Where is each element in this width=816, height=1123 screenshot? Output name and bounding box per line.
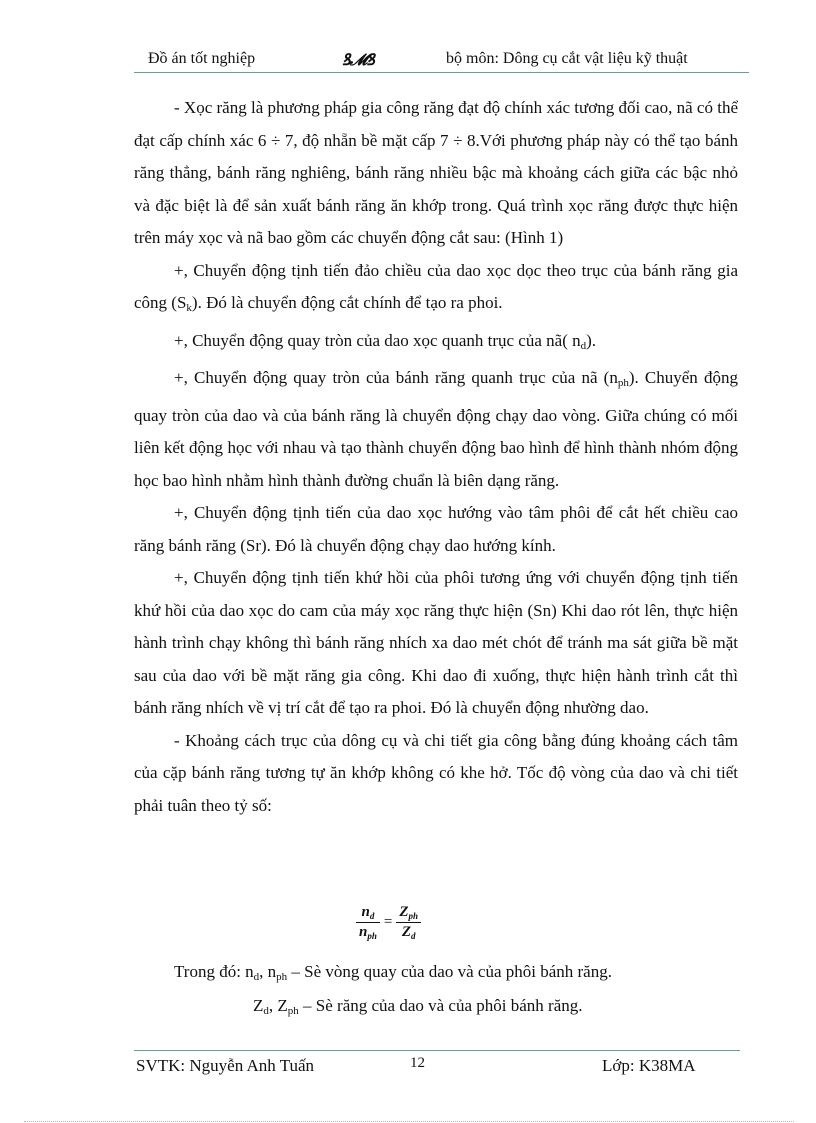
- header-department: bộ môn: Dông cụ cắt vật liệu kỹ thuật: [446, 50, 688, 67]
- formula-equals: =: [383, 914, 393, 930]
- paragraph-motion-1: +, Chuyển động tịnh tiến đảo chiều của dao xọc dọc theo trục của bánh răng gia công $(S_k)$. Đó là chuyển động cắt chính để tạo ra phoi.: [134, 260, 738, 314]
- formula-legend-z: $Z_d$, $Z_{ph}$ – Sè răng của dao và của phôi bánh răng.: [253, 996, 583, 1017]
- header-ornament: ꝸ𝓜ꝸ: [342, 52, 374, 69]
- body-text: [134, 92, 738, 822]
- paragraph-motion-4: +, Chuyển động tịnh tiến của dao xọc hướng vào tâm phôi để cắt hết chiều cao răng bánh răng (Sr). Đó là chuyển động chạy dao hướng kính.: [134, 503, 738, 555]
- page-bottom-divider: [24, 1121, 794, 1122]
- paragraph-ratio: - Khoảng cách trục của dông cụ và chi tiết gia công bằng đúng khoảng cách tâm của cặp bánh răng tương tự ăn khớp không có khe hở. Tốc độ vòng của dao và chi tiết phải tuân theo tỷ số:: [134, 730, 738, 815]
- footer-class: Lớp: K38MA: [602, 1056, 696, 1075]
- paragraph-motion-5: +, Chuyển động tịnh tiến khứ hồi của phôi tương ứng với chuyển động tịnh tiến khứ hồi của dao xọc do cam của máy xọc răng thực hiện (Sn) Khi dao rót lên, thực hiện hành trình chạy không thì bánh răng nhích xa dao mét chót để tránh ma sát giữa bề mặt sau của dao với bề mặt răng gia công. Khi dao đi xuống, thực hiện hành trình cắt thì bánh răng nhích về vị trí cắt để tạo ra phoi. Đó là chuyển động nhường dao.: [134, 568, 738, 717]
- page-number: 12: [410, 1055, 425, 1071]
- formula-left-fraction: $\frac{n_d}{n_{ph}}$: [356, 904, 380, 941]
- footer-student: SVTK: Nguyễn Anh Tuấn: [136, 1056, 315, 1075]
- header-thesis-label: Đồ án tốt nghiệp: [148, 50, 256, 67]
- paragraph-motion-2: +, Chuyển động quay tròn của dao xọc quanh trục của nã( $n_d$).: [174, 330, 597, 352]
- ratio-formula: [356, 904, 421, 950]
- paragraph-intro: - Xọc răng là phương pháp gia công răng đạt độ chính xác tương đối cao, nã có thể đạt cấp chính xác 6 ÷ 7, độ nhẵn bề mặt cấp 7 ÷ 8.Với phương pháp này có thể tạo bánh răng thẳng, bánh răng nghiêng, bánh răng nhiều bậc mà khoảng cách giữa các bậc nhỏ và đặc biệt là để sản xuất bánh răng ăn khớp trong. Quá trình xọc răng được thực hiện trên máy xọc và nã bao gồm các chuyển động cắt sau: (Hình 1): [134, 98, 738, 247]
- page-footer: [134, 1050, 740, 1077]
- page-header: [134, 48, 749, 73]
- formula-right-fraction: $\frac{Z_{ph}}{Z_d}$: [396, 904, 421, 941]
- formula-legend-n: Trong đó: $n_d$, $n_{ph}$ – Sè vòng quay của dao và của phôi bánh răng.: [174, 962, 612, 983]
- paragraph-motion-3: +, Chuyển động quay tròn của bánh răng quanh trục của nã $(n_{ph})$. Chuyển động quay tròn của dao và của bánh răng là chuyển động chạy dao vòng. Giữa chúng có mối liên kết động học với nhau và tạo thành chuyển động bao hình để hình thành nhóm động học bao hình nhằm hình thành đường chuẩn là biên dạng răng.: [134, 368, 738, 490]
